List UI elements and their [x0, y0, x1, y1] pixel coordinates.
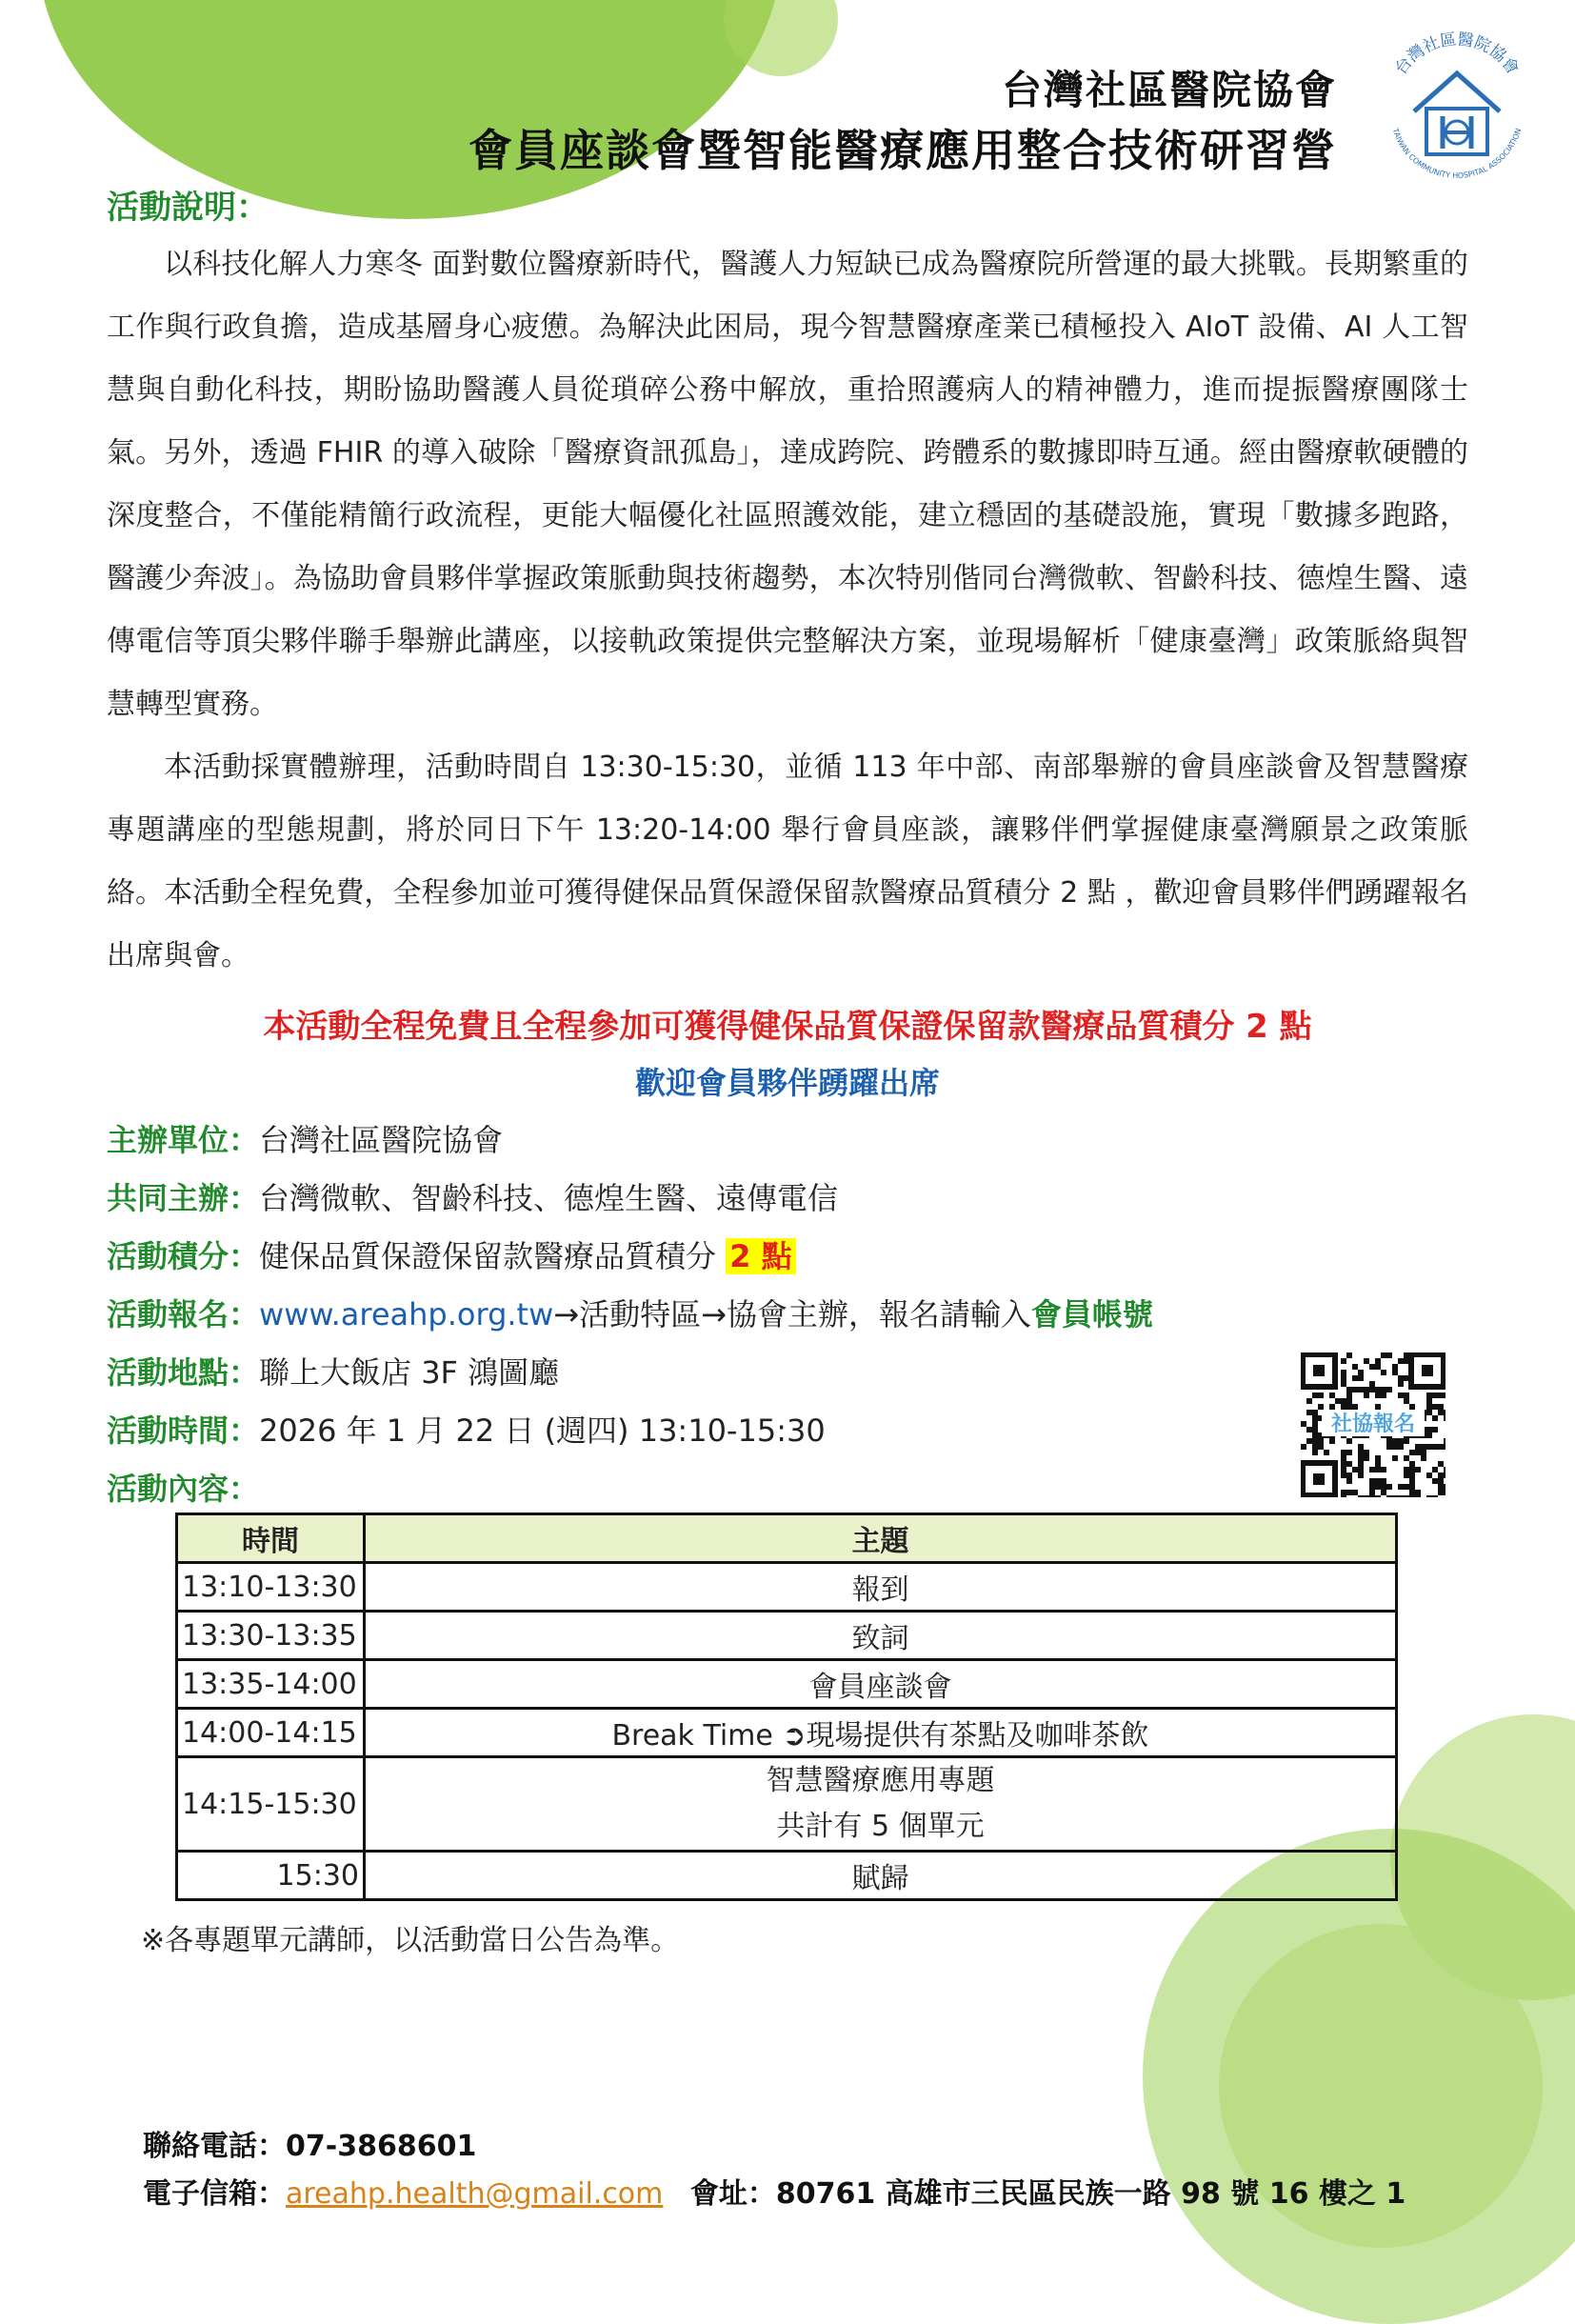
qr-module — [1329, 1438, 1335, 1444]
info-venue — [107, 1352, 559, 1393]
credit-label: 活動積分： — [107, 1238, 260, 1274]
qr-module — [1341, 1398, 1346, 1404]
qr-module — [1432, 1495, 1438, 1497]
qr-module — [1375, 1461, 1381, 1467]
venue-label: 活動地點： — [107, 1354, 260, 1391]
qr-module — [1324, 1450, 1329, 1455]
qr-module — [1432, 1444, 1438, 1450]
schedule-col-time: 時間 — [177, 1514, 365, 1563]
qr-module — [1346, 1478, 1352, 1484]
footer-contact — [143, 2170, 1406, 2212]
qr-module — [1398, 1484, 1404, 1490]
credit-value: 健保品質保證保留款醫療品質積分 — [259, 1238, 717, 1274]
qr-module — [1404, 1484, 1409, 1490]
qr-module — [1392, 1438, 1398, 1444]
qr-module — [1375, 1455, 1381, 1461]
qr-module — [1306, 1410, 1312, 1415]
qr-module — [1352, 1467, 1358, 1473]
qr-module — [1392, 1455, 1398, 1461]
qr-module — [1415, 1444, 1421, 1450]
qr-module — [1346, 1392, 1352, 1398]
qr-module — [1346, 1450, 1352, 1455]
qr-module — [1404, 1455, 1409, 1461]
qr-module — [1432, 1392, 1438, 1398]
qr-module — [1392, 1370, 1398, 1375]
qr-module — [1426, 1392, 1432, 1398]
qr-module — [1341, 1455, 1346, 1461]
qr-module — [1369, 1387, 1375, 1392]
page-title: 會員座談會暨智能醫療應用整合技術研習營 — [469, 125, 1337, 176]
qr-module — [1364, 1450, 1369, 1455]
qr-module — [1421, 1444, 1426, 1450]
qr-module — [1404, 1392, 1409, 1398]
schedule-time: 14:15-15:30 — [177, 1757, 365, 1852]
qr-module — [1409, 1473, 1415, 1478]
registration-qr-code[interactable] — [1301, 1352, 1445, 1497]
qr-module — [1426, 1410, 1432, 1415]
qr-module — [1346, 1404, 1352, 1410]
qr-module — [1341, 1467, 1346, 1473]
qr-module — [1381, 1490, 1386, 1495]
registration-account: 會員帳號 — [1030, 1296, 1153, 1332]
qr-module — [1444, 1410, 1445, 1415]
qr-module — [1358, 1375, 1364, 1381]
qr-module — [1375, 1358, 1381, 1364]
qr-module — [1409, 1478, 1415, 1484]
qr-module — [1409, 1404, 1415, 1410]
info-cohost — [107, 1177, 838, 1219]
qr-module — [1312, 1444, 1318, 1450]
qr-module — [1358, 1467, 1364, 1473]
cohost-label: 共同主辦： — [107, 1180, 260, 1216]
schedule-time: 15:30 — [177, 1852, 365, 1900]
qr-module — [1358, 1370, 1364, 1375]
qr-module — [1415, 1490, 1421, 1495]
qr-module — [1386, 1352, 1392, 1358]
svg-text:台灣社區醫院協會: 台灣社區醫院協會 — [1391, 30, 1523, 79]
email-label: 電子信箱： — [143, 2177, 286, 2211]
qr-module — [1421, 1455, 1426, 1461]
qr-module — [1318, 1404, 1324, 1410]
table-row — [177, 1757, 1397, 1852]
qr-module — [1438, 1404, 1444, 1410]
qr-module — [1375, 1404, 1381, 1410]
info-registration — [107, 1293, 1153, 1335]
schedule-time: 13:30-13:35 — [177, 1612, 365, 1660]
schedule-topic: 致詞 — [365, 1612, 1397, 1660]
qr-module — [1375, 1364, 1381, 1370]
qr-module — [1381, 1478, 1386, 1484]
qr-module — [1409, 1450, 1415, 1455]
qr-module — [1341, 1375, 1346, 1381]
qr-module — [1369, 1364, 1375, 1370]
info-time — [107, 1410, 826, 1452]
qr-module — [1358, 1461, 1364, 1467]
qr-module — [1369, 1467, 1375, 1473]
qr-module — [1398, 1392, 1404, 1398]
intro-paragraph-1: 以科技化解人力寒冬 面對數位醫療新時代，醫護人力短缺已成為醫療院所營運的最大挑戰。長期繁重的工作與行政負擔，造成基層身心疲憊。為解決此困局，現今智慧醫療產業已積極投入 AIoT 設備、AI 人工智慧與自動化科技，期盼協助醫護人員從瑣碎公務中解放，重拾照護病人的精神體力，進而提振醫療團隊士氣。另外，透過 FHIR 的導入破除「醫療資訊孤島」，達成跨院、跨體系的數據即時互通。經由醫療軟硬體的深度整合，不僅能精簡行政流程，更能大幅優化社區照護效能，建立穩固的基礎設施，實現「數據多跑路，醫護少奔波」。為協助會員夥伴掌握政策脈動與技術趨勢，本次特別偕同台灣微軟、智齡科技、德煌生醫、遠傳電信等頂尖夥伴聯手舉辦此講座，以接軌政策提供完整解決方案，並現場解析「健康臺灣」政策脈絡與智慧轉型實務。 — [107, 248, 1468, 721]
qr-module — [1375, 1387, 1381, 1392]
qr-module — [1432, 1404, 1438, 1410]
qr-module — [1312, 1421, 1318, 1427]
schedule-topic-multi — [365, 1757, 1397, 1852]
table-row — [177, 1709, 1397, 1757]
qr-module — [1358, 1450, 1364, 1455]
qr-module — [1346, 1473, 1352, 1478]
registration-link[interactable]: www.areahp.org.tw — [259, 1296, 554, 1332]
qr-module — [1346, 1438, 1352, 1444]
qr-module — [1375, 1467, 1381, 1473]
qr-module — [1438, 1392, 1444, 1398]
qr-module — [1381, 1467, 1386, 1473]
qr-module — [1381, 1352, 1386, 1358]
schedule-topic: 賦歸 — [365, 1852, 1397, 1900]
phone-label: 聯絡電話： — [143, 2130, 286, 2163]
qr-module — [1426, 1427, 1432, 1432]
qr-module — [1392, 1444, 1398, 1450]
qr-module — [1409, 1495, 1415, 1497]
qr-module — [1432, 1478, 1438, 1484]
qr-module — [1375, 1478, 1381, 1484]
qr-module — [1426, 1473, 1432, 1478]
qr-module — [1318, 1392, 1324, 1398]
qr-module — [1415, 1450, 1421, 1455]
qr-module — [1346, 1398, 1352, 1404]
qr-module — [1398, 1375, 1404, 1381]
qr-module — [1306, 1438, 1312, 1444]
qr-module — [1352, 1375, 1358, 1381]
qr-module — [1415, 1495, 1421, 1497]
schedule-header-row — [177, 1514, 1397, 1563]
qr-module — [1329, 1404, 1335, 1410]
qr-module — [1386, 1438, 1392, 1444]
qr-module — [1341, 1450, 1346, 1455]
table-row — [177, 1852, 1397, 1900]
qr-module — [1421, 1450, 1426, 1455]
table-row — [177, 1563, 1397, 1612]
schedule-col-topic: 主題 — [365, 1514, 1397, 1563]
qr-module — [1352, 1404, 1358, 1410]
qr-module — [1341, 1358, 1346, 1364]
registration-label: 活動報名： — [107, 1296, 260, 1332]
qr-module — [1381, 1392, 1386, 1398]
schedule-table — [175, 1513, 1398, 1901]
qr-module — [1312, 1415, 1318, 1421]
qr-module — [1404, 1467, 1409, 1473]
host-label: 主辦單位： — [107, 1122, 260, 1158]
qr-module — [1352, 1387, 1358, 1392]
table-row — [177, 1612, 1397, 1660]
schedule-topic-sub: 共計有 5 個單元 — [776, 1810, 985, 1843]
qr-module — [1341, 1490, 1346, 1495]
qr-module — [1375, 1392, 1381, 1398]
venue-value: 聯上大飯店 3F 鴻圖廳 — [259, 1354, 560, 1391]
qr-module — [1438, 1461, 1444, 1467]
qr-module — [1426, 1495, 1432, 1497]
schedule-time: 13:35-14:00 — [177, 1660, 365, 1709]
qr-module — [1346, 1461, 1352, 1467]
intro-paragraph-2: 本活動採實體辦理，活動時間自 13:30-15:30，並循 113 年中部、南部舉辦的會員座談會及智慧醫療專題講座的型態規劃，將於同日下午 13:20-14:00 舉行會員座談，讓夥伴們掌握健康臺灣願景之政策脈絡。本活動全程免費，全程參加並可獲得健保品質保證保留款醫療品質積分 2 點 ，歡迎會員夥伴們踴躍報名出席與會。 — [107, 751, 1468, 972]
qr-module — [1352, 1364, 1358, 1370]
address-label: 會址： — [689, 2177, 776, 2211]
qr-module — [1335, 1398, 1341, 1404]
qr-module — [1426, 1432, 1432, 1438]
qr-module — [1398, 1495, 1404, 1497]
qr-module — [1341, 1381, 1346, 1387]
free-credit-highlight: 本活動全程免費且全程參加可獲得健保品質保證保留款醫療品質積分 2 點 — [263, 1008, 1312, 1046]
qr-module — [1346, 1387, 1352, 1392]
qr-module — [1358, 1495, 1364, 1497]
phone-value: 07-3868601 — [286, 2130, 477, 2163]
qr-module — [1404, 1438, 1409, 1444]
svg-text:TAIWAN COMMUNITY HOSPITAL ASSO: TAIWAN COMMUNITY HOSPITAL ASSOCIATION — [1390, 127, 1524, 181]
qr-module — [1341, 1495, 1346, 1497]
qr-module — [1341, 1370, 1346, 1375]
qr-module — [1398, 1438, 1404, 1444]
qr-module — [1386, 1387, 1392, 1392]
qr-module — [1398, 1381, 1404, 1387]
qr-module — [1301, 1421, 1306, 1427]
qr-module — [1346, 1352, 1352, 1358]
qr-module — [1301, 1444, 1306, 1450]
qr-module — [1444, 1415, 1445, 1421]
qr-module — [1358, 1387, 1364, 1392]
qr-module — [1438, 1444, 1444, 1450]
qr-module — [1432, 1415, 1438, 1421]
qr-module — [1386, 1444, 1392, 1450]
qr-module — [1426, 1404, 1432, 1410]
schedule-time: 13:10-13:30 — [177, 1563, 365, 1612]
qr-module — [1444, 1438, 1445, 1444]
qr-module — [1364, 1392, 1369, 1398]
welcome-highlight: 歡迎會員夥伴踴躍出席 — [634, 1065, 940, 1101]
qr-module — [1444, 1490, 1445, 1495]
qr-module — [1426, 1398, 1432, 1404]
qr-module — [1409, 1484, 1415, 1490]
qr-module — [1329, 1392, 1335, 1398]
qr-module — [1438, 1484, 1444, 1490]
qr-module — [1432, 1467, 1438, 1473]
qr-module — [1438, 1410, 1444, 1415]
time-label: 活動時間： — [107, 1412, 260, 1449]
qr-module — [1444, 1392, 1445, 1398]
footer-phone — [143, 2122, 476, 2164]
qr-module — [1312, 1392, 1318, 1398]
qr-module — [1312, 1432, 1318, 1438]
qr-module — [1432, 1427, 1438, 1432]
org-name: 台灣社區醫院協會 — [1001, 67, 1337, 113]
qr-module — [1444, 1484, 1445, 1490]
time-value: 2026 年 1 月 22 日 (週四) 13:10-15:30 — [259, 1412, 826, 1449]
qr-module — [1306, 1398, 1312, 1404]
email-link[interactable]: areahp.health@gmail.com — [286, 2177, 664, 2211]
qr-module — [1318, 1444, 1324, 1450]
qr-module — [1358, 1455, 1364, 1461]
qr-module — [1386, 1495, 1392, 1497]
qr-module — [1398, 1358, 1404, 1364]
qr-module — [1364, 1455, 1369, 1461]
qr-module — [1312, 1450, 1318, 1455]
qr-module — [1444, 1473, 1445, 1478]
qr-module — [1409, 1490, 1415, 1495]
speaker-note: ※各專題單元講師，以活動當日公告為準。 — [141, 1924, 680, 1957]
qr-module — [1364, 1358, 1369, 1364]
qr-module — [1369, 1478, 1375, 1484]
cohost-value: 台灣微軟、智齡科技、德煌生醫、遠傳電信 — [259, 1180, 839, 1216]
qr-module — [1358, 1444, 1364, 1450]
qr-module — [1312, 1438, 1318, 1444]
qr-module — [1415, 1467, 1421, 1473]
qr-module — [1444, 1467, 1445, 1473]
association-logo — [1371, 21, 1543, 192]
qr-module — [1306, 1427, 1312, 1432]
qr-module — [1438, 1490, 1444, 1495]
qr-module — [1369, 1495, 1375, 1497]
qr-module — [1346, 1490, 1352, 1495]
qr-module — [1426, 1444, 1432, 1450]
host-value: 台灣社區醫院協會 — [259, 1122, 504, 1158]
schedule-topic: 報到 — [365, 1563, 1397, 1612]
qr-module — [1404, 1495, 1409, 1497]
credit-points: 2 點 — [726, 1238, 795, 1274]
qr-module — [1381, 1387, 1386, 1392]
qr-module — [1404, 1398, 1409, 1404]
schedule-time: 14:00-14:15 — [177, 1709, 365, 1757]
qr-module — [1409, 1467, 1415, 1473]
schedule-topic: 智慧醫療應用專題 — [766, 1764, 995, 1797]
qr-module — [1392, 1364, 1398, 1370]
qr-module — [1364, 1495, 1369, 1497]
qr-module — [1312, 1427, 1318, 1432]
table-row — [177, 1660, 1397, 1709]
qr-module — [1381, 1370, 1386, 1375]
info-credit — [107, 1235, 796, 1277]
qr-module — [1392, 1495, 1398, 1497]
qr-module — [1358, 1473, 1364, 1478]
qr-module — [1381, 1484, 1386, 1490]
qr-module — [1398, 1444, 1404, 1450]
qr-module — [1364, 1387, 1369, 1392]
qr-module — [1341, 1473, 1346, 1478]
qr-module — [1352, 1490, 1358, 1495]
qr-module — [1409, 1461, 1415, 1467]
qr-module — [1438, 1473, 1444, 1478]
qr-module — [1369, 1484, 1375, 1490]
schedule-topic: Break Time ➲現場提供有茶點及咖啡茶飲 — [365, 1709, 1397, 1757]
schedule-topic: 會員座談會 — [365, 1660, 1397, 1709]
intro-label: 活動說明： — [107, 189, 269, 227]
intro-paragraphs — [107, 233, 1468, 988]
qr-module — [1318, 1438, 1324, 1444]
qr-caption: 社協報名 — [1330, 1412, 1416, 1436]
info-content — [107, 1468, 259, 1510]
qr-module — [1404, 1473, 1409, 1478]
content-label: 活動內容： — [107, 1471, 260, 1507]
info-host — [107, 1119, 503, 1161]
qr-module — [1369, 1490, 1375, 1495]
address-value: 80761 高雄市三民區民族一路 98 號 16 樓之 1 — [775, 2177, 1406, 2211]
qr-module — [1312, 1410, 1318, 1415]
qr-module — [1341, 1461, 1346, 1467]
qr-module — [1341, 1404, 1346, 1410]
registration-path: →活動特區→協會主辦，報名請輸入 — [553, 1296, 1031, 1332]
qr-module — [1375, 1484, 1381, 1490]
qr-module — [1369, 1381, 1375, 1387]
qr-module — [1444, 1444, 1445, 1450]
qr-module — [1386, 1484, 1392, 1490]
qr-module — [1438, 1478, 1444, 1484]
qr-module — [1375, 1495, 1381, 1497]
